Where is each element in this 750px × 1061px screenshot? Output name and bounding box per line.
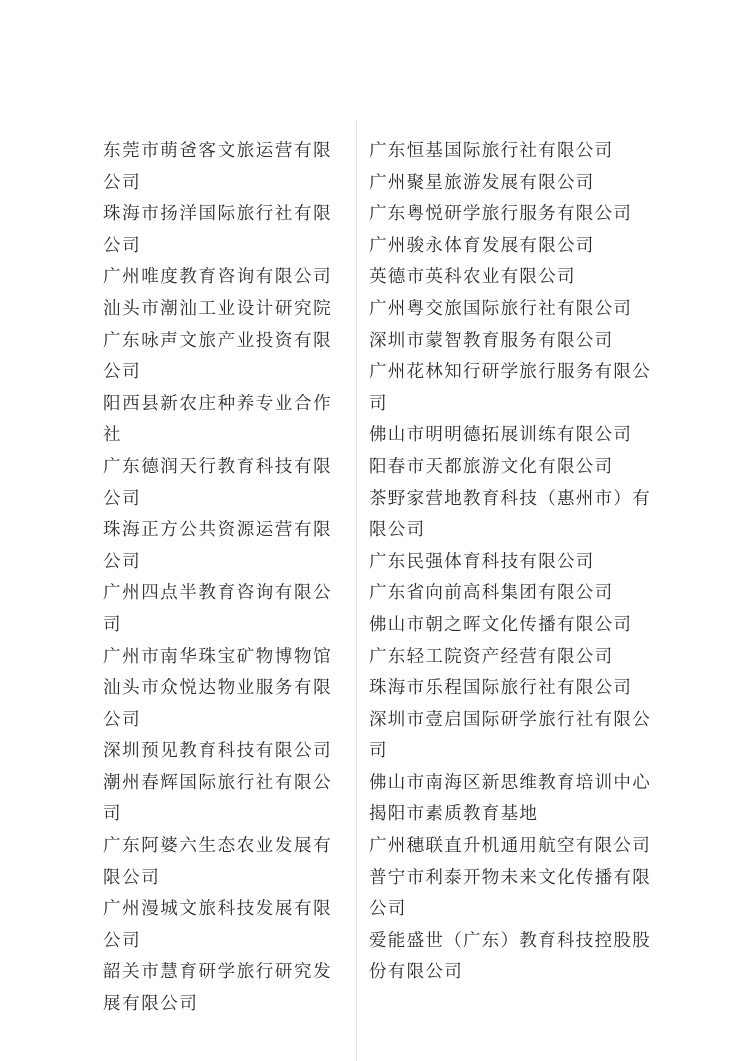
- company-name: 广东民强体育科技有限公司: [369, 551, 595, 572]
- company-name: 阳春市天都旅游文化有限公司: [369, 456, 614, 477]
- company-name: 普宁市利泰开物未来文化传播有限公司: [369, 867, 651, 920]
- company-name: 茶野家营地教育科技（惠州市）有限公司: [369, 488, 651, 541]
- company-name: 深圳市蒙智教育服务有限公司: [369, 330, 614, 351]
- company-name: 珠海市扬洋国际旅行社有限公司: [103, 204, 333, 256]
- company-name: 珠海市乐程国际旅行社有限公司: [369, 678, 633, 699]
- company-name: 广州穗联直升机通用航空有限公司: [369, 836, 651, 857]
- company-name: 广州四点半教育咨询有限公司: [103, 583, 333, 635]
- company-name: 潮州春辉国际旅行社有限公司: [103, 772, 333, 825]
- company-name: 佛山市明明德拓展训练有限公司: [369, 425, 633, 446]
- company-name: 深圳市壹启国际研学旅行社有限公司: [369, 709, 651, 762]
- company-name: 深圳预见教育科技有限公司: [103, 741, 333, 762]
- company-name: 韶关市慧育研学旅行研究发展有限公司: [103, 962, 333, 1015]
- company-name: 广东恒基国际旅行社有限公司: [369, 141, 614, 161]
- company-name: 英德市英科农业有限公司: [369, 267, 576, 288]
- company-name: 揭阳市素质教育基地: [369, 804, 539, 825]
- company-list-right: [369, 136, 661, 989]
- company-name: 汕头市潮汕工业设计研究院: [103, 298, 333, 319]
- company-name: 广东轻工院资产经营有限公司: [369, 646, 614, 667]
- company-name: 佛山市朝之晖文化传播有限公司: [369, 614, 633, 635]
- company-name: 广东德润天行教育科技有限公司: [103, 456, 333, 509]
- company-name: 广东阿婆六生态农业发展有限公司: [103, 836, 333, 888]
- company-name: 广州花林知行研学旅行服务有限公司: [369, 362, 651, 414]
- company-name: 广州骏永体育发展有限公司: [369, 235, 595, 256]
- company-name: 阳西县新农庄种养专业合作社: [103, 393, 333, 446]
- column-divider: [356, 120, 357, 1061]
- company-list-left: [103, 136, 343, 1021]
- company-name: 广东粤悦研学旅行服务有限公司: [369, 204, 633, 225]
- company-name: 广东省向前高科集团有限公司: [369, 583, 614, 604]
- company-name: 汕头市众悦达物业服务有限公司: [103, 678, 333, 730]
- company-name: 佛山市南海区新思维教育培训中心: [369, 772, 651, 793]
- company-name: 广州聚星旅游发展有限公司: [369, 172, 595, 193]
- company-name: 广州漫城文旅科技发展有限公司: [103, 899, 333, 951]
- company-name: 广州市南华珠宝矿物博物馆: [103, 646, 333, 667]
- company-name: 广东咏声文旅产业投资有限公司: [103, 330, 333, 383]
- company-name: 广州唯度教育咨询有限公司: [103, 267, 333, 288]
- company-name: 东莞市萌爸客文旅运营有限公司: [103, 141, 333, 193]
- company-name: 爱能盛世（广东）教育科技控股股份有限公司: [369, 930, 651, 983]
- company-name: 广州粤交旅国际旅行社有限公司: [369, 298, 633, 319]
- company-name: 珠海正方公共资源运营有限公司: [103, 520, 333, 572]
